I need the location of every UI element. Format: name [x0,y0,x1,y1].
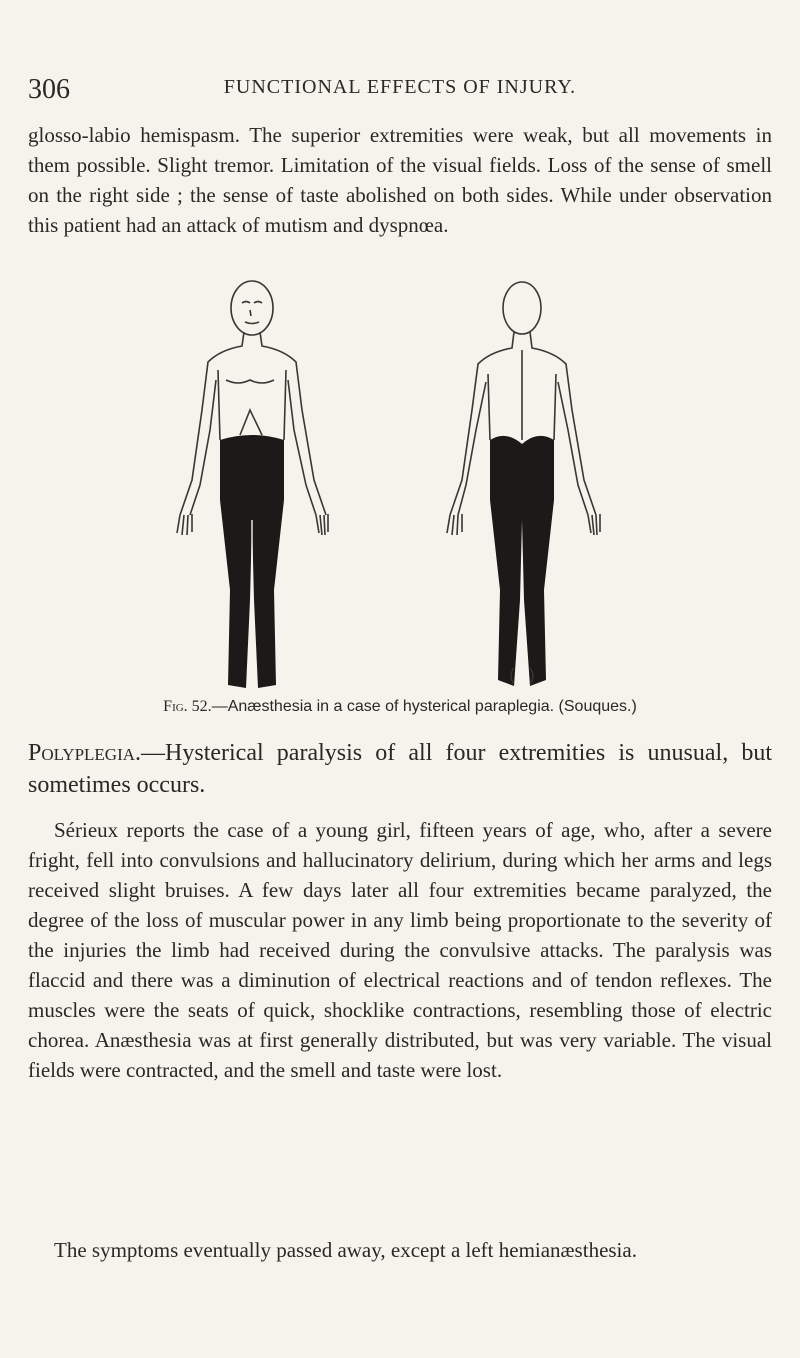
running-head: FUNCTIONAL EFFECTS OF INJURY. [223,76,577,98]
paragraph-case-notes: glosso-labio hemispasm. The superior extremities were weak, but all movements in them possible. Slight tremor. Limitation of the visual fields. Loss of the sense of smell on the right side ; the sense of taste abolished on both sides. While under observation this patient had an attack of mutism and dyspnœa. [28,123,772,237]
back-anaesthetic-legs [490,436,554,686]
section-heading: Polyplegia. [28,740,142,766]
figure-svg [150,270,650,700]
section-polyplegia [28,737,772,801]
back-head [503,282,541,334]
section-lead: —Hysterical paralysis of all four extremities is unusual, but sometimes occurs. [28,740,772,798]
figure-anaesthesia-diagram [150,270,650,700]
front-head [231,281,273,335]
paragraph-outcome: The symptoms eventually passed away, except a left hemianæsthesia. [54,1238,637,1262]
paragraph-serieux-case: Sérieux reports the case of a young girl, fifteen years of age, who, after a severe fright, fell into convulsions and hallucinatory delirium, during which her arms and legs received slight bruises. A few days later all four extremities became paralyzed, the degree of the loss of muscular power in any limb being proportionate to the severity of the injuries the limb had received during the convulsive attacks. The paralysis was flaccid and there was a diminution of electrical reactions and of tendon reflexes. The muscles were the seats of quick, shocklike contractions, resembling those of electric chorea. Anæsthesia was at first generally distributed, but was very variable. The visual fields were contracted, and the smell and taste were lost. [28,818,772,1082]
figure-caption [150,698,650,716]
page-number: 306 [28,74,70,105]
figure-caption-text: —Anæsthesia in a case of hysterical paraplegia. (Souques.) [211,698,637,715]
figure-label: Fig. 52. [163,698,212,715]
